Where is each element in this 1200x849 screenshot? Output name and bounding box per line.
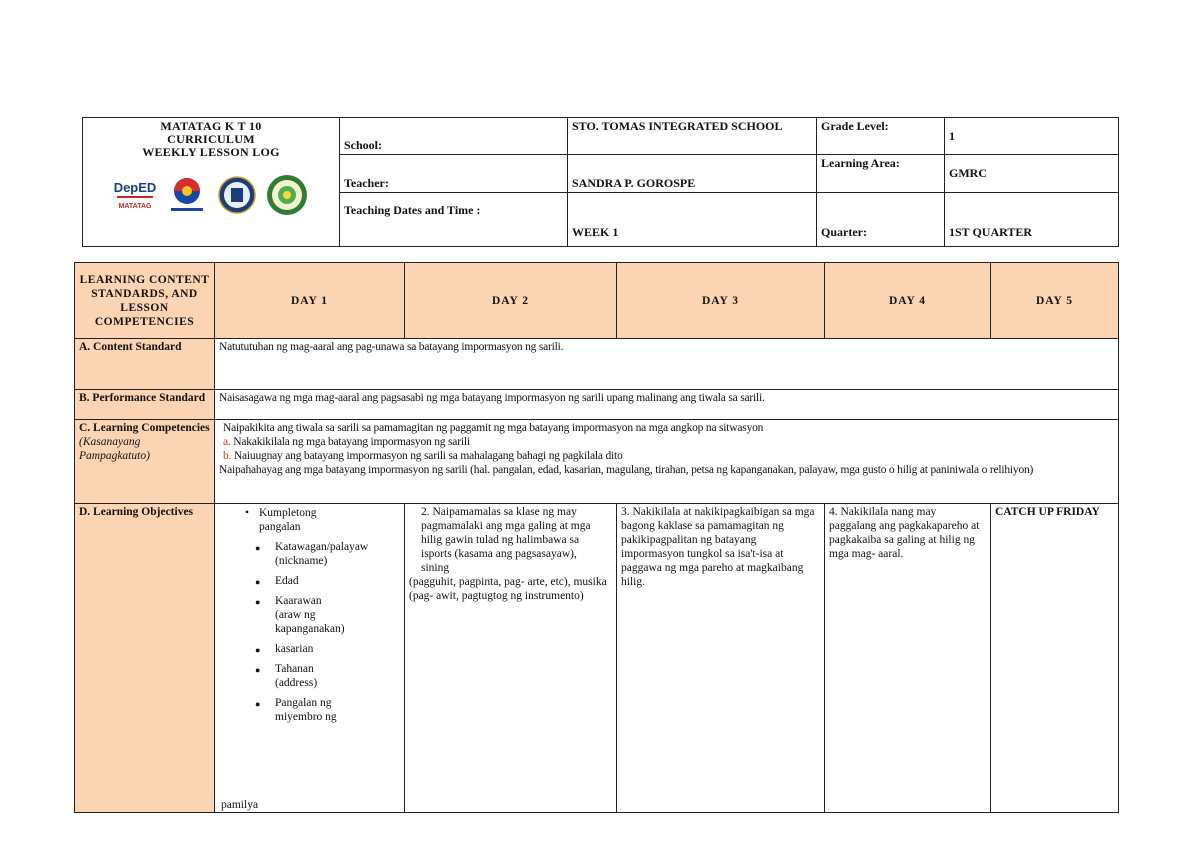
teacher-value: SANDRA P. GOROSPE bbox=[572, 175, 696, 190]
day-1-objectives bbox=[215, 504, 405, 813]
day-1-first-objective: • Kumpletong pangalan bbox=[215, 506, 349, 534]
competencies-sub-label: (Kasanayang Pampagkatuto) bbox=[79, 436, 150, 462]
list-item: ● Tahanan (address) bbox=[215, 662, 345, 690]
competencies-text bbox=[215, 420, 1119, 504]
quarter-label: Quarter: bbox=[821, 225, 867, 239]
content-standard-label bbox=[75, 339, 215, 390]
corner-header: LEARNING CONTENT STANDARDS, AND LESSON COMPETENCIES bbox=[75, 263, 215, 339]
performance-standard-label: B. Performance Standard bbox=[75, 390, 215, 420]
header-title-line2: CURRICULUM bbox=[167, 132, 255, 146]
school-value: STO. TOMAS INTEGRATED SCHOOL bbox=[572, 119, 783, 133]
competencies-label bbox=[75, 420, 215, 504]
day-1-header: DAY 1 bbox=[215, 263, 405, 339]
competency-extra: Naipahahayag ang mga batayang impormasyon ng sarili (hal. pangalan, edad, kasarian, magulang, tirahan, petsa ng kapanganakan, palayaw, mga gusto o hilig at paniniwala o relihiyon) bbox=[219, 464, 1034, 476]
competency-b-mark: b. bbox=[223, 450, 232, 462]
dates-label: Teaching Dates and Time : bbox=[344, 202, 481, 217]
day-1-tail: pamilya bbox=[221, 799, 259, 811]
day-2-extra: (pagguhit, pagpinta, pag- arte, etc), musika (pag- awit, pagtugtog ng instrumento) bbox=[409, 576, 607, 602]
bagong-pilipinas-logo bbox=[165, 175, 209, 215]
header-title-line1: MATATAG K T 10 bbox=[160, 119, 262, 133]
area-value: GMRC bbox=[949, 165, 987, 180]
matatag-logo-text: MATATAG bbox=[118, 203, 152, 210]
list-item: ● kasarian bbox=[215, 642, 345, 656]
competency-a bbox=[219, 435, 1114, 449]
deped-matatag-logo bbox=[113, 178, 157, 212]
competency-a-mark: a. bbox=[223, 436, 231, 448]
school-label-cell bbox=[340, 118, 568, 155]
content-standard-label-text: A. Content Standard bbox=[79, 341, 182, 353]
day-3-objectives: 3. Nakikilala at nakikipagkaibigan sa mga bagong kaklase sa pamamagitan ng pakikipagpalitan ng batayang impormasyon tungkol sa isa't-isa at paggawa ng mga pareho at magkaibang hilig. bbox=[617, 504, 825, 813]
area-value-cell bbox=[945, 155, 1119, 192]
competency-b bbox=[219, 449, 1114, 463]
list-item: ● Edad bbox=[215, 574, 345, 588]
list-item: ● Pangalan ng miyembro ng bbox=[215, 696, 345, 724]
day-5-objectives: CATCH UP FRIDAY bbox=[991, 504, 1119, 813]
dates-value: WEEK 1 bbox=[572, 225, 619, 239]
teacher-label-cell bbox=[340, 155, 568, 192]
list-item: ● Katawagan/palayaw (nickname) bbox=[215, 540, 345, 568]
header-title-cell bbox=[83, 118, 340, 247]
day-5-header: DAY 5 bbox=[991, 263, 1119, 339]
quarter-value-cell bbox=[945, 192, 1119, 246]
day-4-header: DAY 4 bbox=[825, 263, 991, 339]
dates-value-cell bbox=[568, 192, 817, 246]
competency-b-text: Naiuugnay ang batayang impormasyon ng sarili sa mahalagang bahagi ng pagkilala dito bbox=[233, 450, 623, 462]
school-label: School: bbox=[344, 138, 383, 153]
grade-label: Grade Level: bbox=[821, 119, 889, 133]
day-1-objective-list bbox=[215, 540, 404, 724]
day-2-header: DAY 2 bbox=[405, 263, 617, 339]
day-2-objectives bbox=[405, 504, 617, 813]
day-4-objectives: 4. Nakikilala nang may paggalang ang pagkakapareho at pagkakaiba sa galing at hilig ng mga mag- aaral. bbox=[825, 504, 991, 813]
header-title-line3: WEEKLY LESSON LOG bbox=[142, 145, 280, 159]
lesson-table bbox=[74, 262, 1119, 813]
quarter-value: 1ST QUARTER bbox=[949, 225, 1033, 239]
header-table bbox=[82, 117, 1119, 247]
teacher-label: Teacher: bbox=[344, 175, 389, 190]
content-standard-text: Natututuhan ng mag-aaral ang pag-unawa sa batayang impormasyon ng sarili. bbox=[215, 339, 1119, 390]
school-seal-logo bbox=[265, 173, 309, 217]
area-label-cell bbox=[817, 155, 945, 192]
school-value-cell bbox=[568, 118, 817, 155]
competency-main: Naipakikita ang tiwala sa sarili sa pamamagitan ng paggamit ng mga batayang impormasyon na mga angkop na sitwasyon bbox=[223, 422, 764, 434]
logo-row bbox=[87, 173, 335, 217]
grade-value: 1 bbox=[949, 128, 955, 143]
quarter-label-cell bbox=[817, 192, 945, 246]
performance-standard-text: Naisasagawa ng mga mag-aaral ang pagsasabi ng mga batayang impormasyon ng sarili upang malinang ang tiwala sa sarili. bbox=[215, 390, 1119, 420]
competencies-label-text: C. Learning Competencies bbox=[79, 422, 210, 434]
teacher-value-cell bbox=[568, 155, 817, 192]
competency-a-text: Nakakikilala ng mga batayang impormasyon ng sarili bbox=[233, 436, 470, 448]
objectives-label: D. Learning Objectives bbox=[75, 504, 215, 813]
area-label: Learning Area: bbox=[821, 156, 900, 171]
day-2-text: 2. Naipamamalas sa klase ng may pagmamalaki ang mga galing at mga hilig gawin tulad ng halimbawa sa isports (kasama ang pagsasayaw), sining bbox=[421, 506, 591, 574]
dates-label-cell bbox=[340, 192, 568, 246]
deped-seal-logo bbox=[217, 175, 257, 215]
grade-label-cell bbox=[817, 118, 945, 155]
grade-value-cell bbox=[945, 118, 1119, 155]
deped-logo-text: DepED bbox=[113, 180, 157, 195]
day-3-header: DAY 3 bbox=[617, 263, 825, 339]
list-item: ● Kaarawan (araw ng kapanganakan) bbox=[215, 594, 345, 636]
